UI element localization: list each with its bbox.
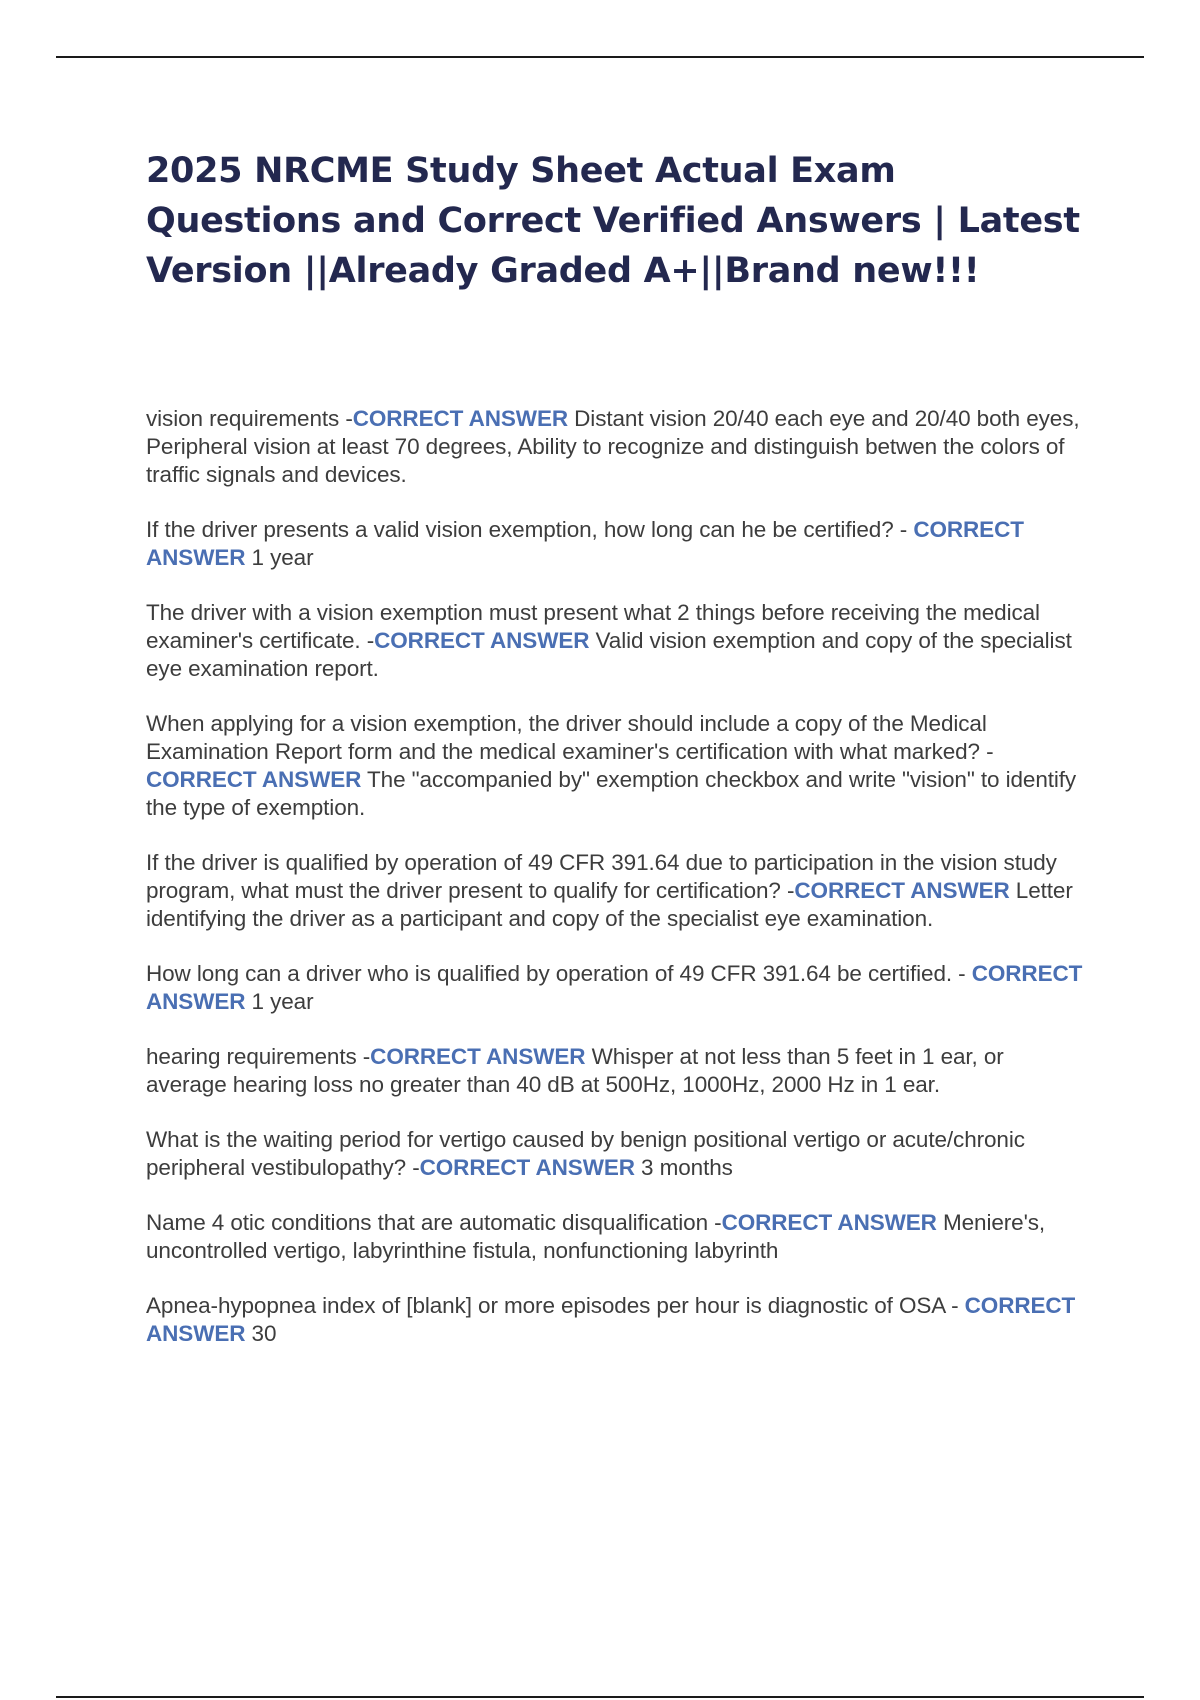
qa-list [146, 405, 1086, 1375]
qa-item [146, 1043, 1086, 1099]
qa-item [146, 599, 1086, 683]
qa-answer: Letter identifying the driver as a participant and copy of the specialist eye examination. [146, 878, 1073, 931]
qa-answer-label: CORRECT ANSWER [419, 1155, 635, 1180]
qa-answer: Distant vision 20/40 each eye and 20/40 both eyes, Peripheral vision at least 70 degrees, Ability to recognize and distinguish betwen the colors of traffic signals and devices. [146, 406, 1080, 487]
qa-item [146, 405, 1086, 489]
qa-answer: Meniere's, uncontrolled vertigo, labyrinthine fistula, nonfunctioning labyrinth [146, 1210, 1046, 1263]
qa-question: If the driver presents a valid vision exemption, how long can he be certified? - [146, 517, 914, 542]
qa-answer: 1 year [245, 545, 314, 570]
qa-answer-label: CORRECT ANSWER [721, 1210, 937, 1235]
qa-answer-label: CORRECT ANSWER [146, 961, 1083, 1014]
qa-question: The driver with a vision exemption must present what 2 things before receiving the medical examiner's certificate. - [146, 600, 1040, 653]
qa-question: When applying for a vision exemption, the driver should include a copy of the Medical Examination Report form and the medical examiner's certification with what marked? - [146, 711, 994, 764]
qa-item [146, 1292, 1086, 1348]
qa-item [146, 849, 1086, 933]
qa-answer-label: CORRECT ANSWER [146, 517, 1024, 570]
qa-answer-label: CORRECT ANSWER [374, 628, 590, 653]
qa-question: hearing requirements - [146, 1044, 371, 1069]
qa-answer: Whisper at not less than 5 feet in 1 ear, or average hearing loss no greater than 40 dB at 500Hz, 1000Hz, 2000 Hz in 1 ear. [146, 1044, 1004, 1097]
qa-answer: The "accompanied by" exemption checkbox and write "vision" to identify the type of exemption. [146, 767, 1077, 820]
qa-answer-label: CORRECT ANSWER [370, 1044, 586, 1069]
bottom-divider [56, 1696, 1144, 1698]
qa-item [146, 710, 1086, 822]
qa-answer-label: CORRECT ANSWER [794, 878, 1010, 903]
top-divider [56, 56, 1144, 58]
qa-question: If the driver is qualified by operation of 49 CFR 391.64 due to participation in the vision study program, what must the driver present to qualify for certification? - [146, 850, 1057, 903]
qa-answer-label: CORRECT ANSWER [146, 767, 362, 792]
qa-question: vision requirements - [146, 406, 353, 431]
qa-question: What is the waiting period for vertigo caused by benign positional vertigo or acute/chronic peripheral vestibulopathy? - [146, 1127, 1025, 1180]
qa-question: How long can a driver who is qualified by operation of 49 CFR 391.64 be certified. - [146, 961, 972, 986]
qa-question: Apnea-hypopnea index of [blank] or more episodes per hour is diagnostic of OSA - [146, 1293, 965, 1318]
qa-question: Name 4 otic conditions that are automatic disqualification - [146, 1210, 722, 1235]
qa-answer-label: CORRECT ANSWER [146, 1293, 1076, 1346]
qa-item [146, 1126, 1086, 1182]
qa-answer: 1 year [245, 989, 314, 1014]
qa-item [146, 960, 1086, 1016]
qa-answer-label: CORRECT ANSWER [352, 406, 568, 431]
qa-item [146, 1209, 1086, 1265]
qa-answer: Valid vision exemption and copy of the specialist eye examination report. [146, 628, 1072, 681]
qa-answer: 3 months [634, 1155, 733, 1180]
qa-answer: 30 [245, 1321, 277, 1346]
document-title: 2025 NRCME Study Sheet Actual Exam Questions and Correct Verified Answers | Latest Version ||Already Graded A+||Brand new!!! [146, 151, 1080, 291]
qa-item [146, 516, 1086, 572]
